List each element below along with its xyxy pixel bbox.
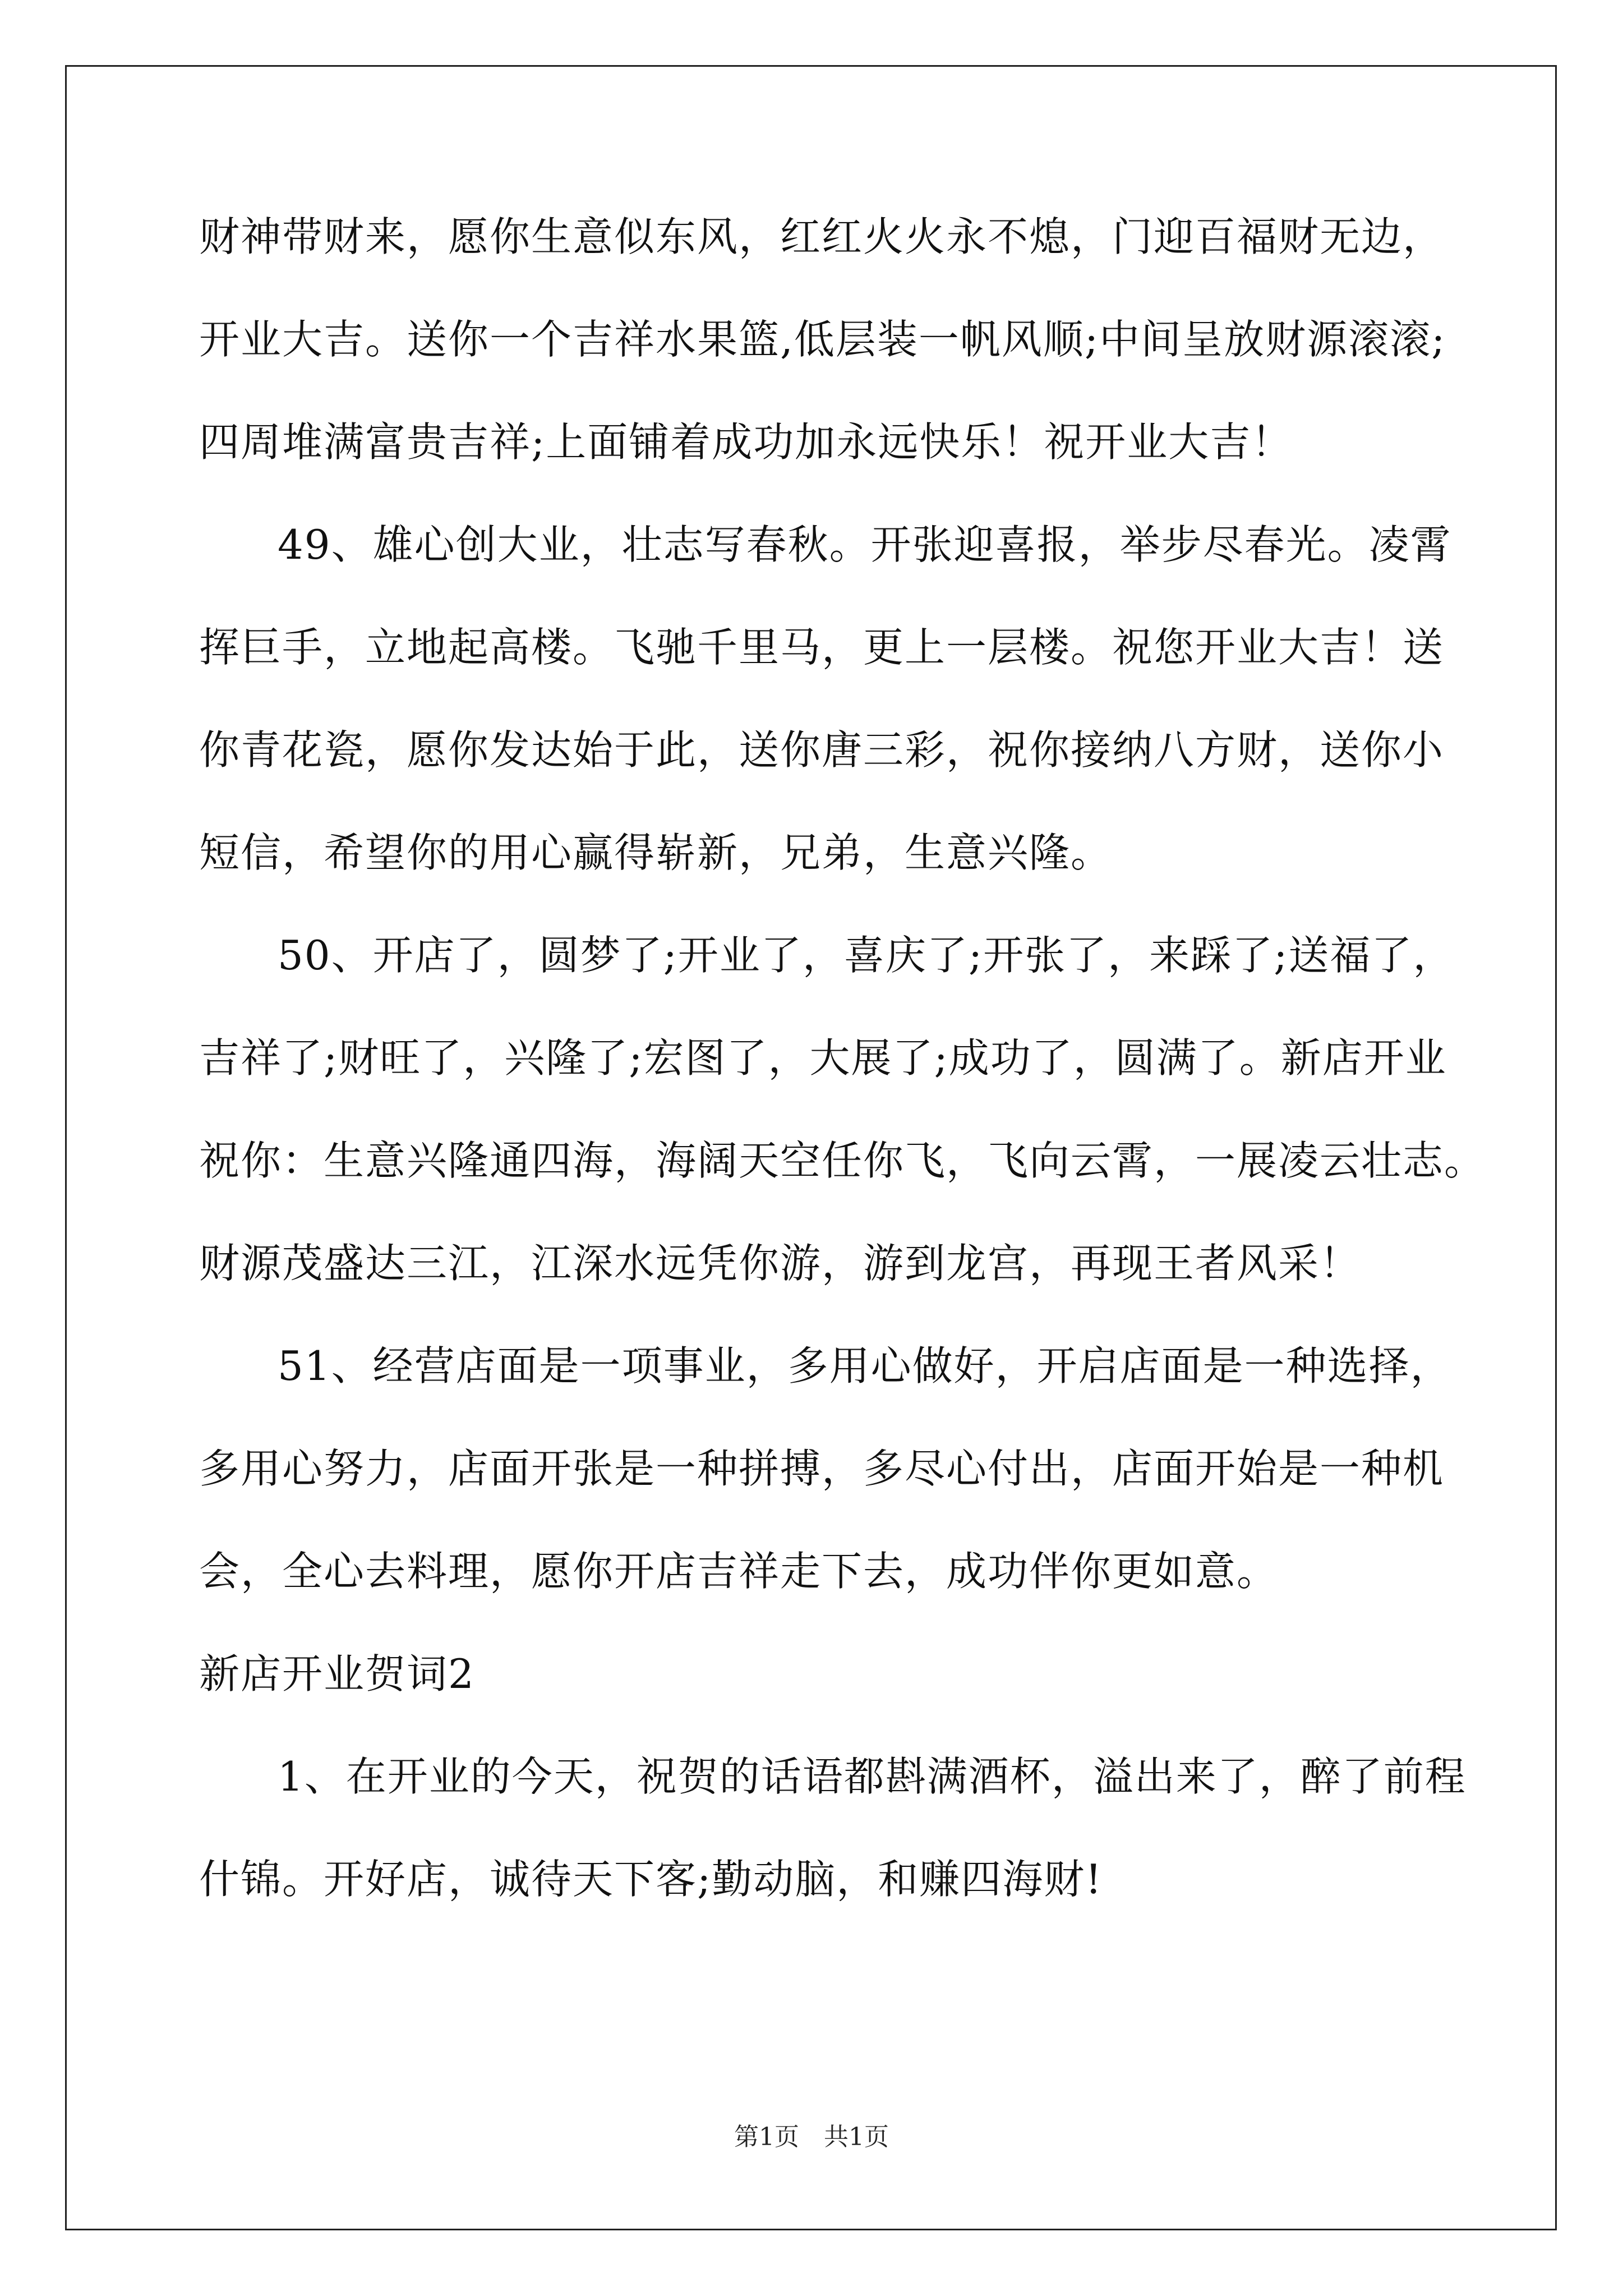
text-line: 挥巨手，立地起高楼。飞驰千里马，更上一层楼。祝您开业大吉！送 [199,624,1445,671]
text-line: 财神带财来，愿你生意似东风，红红火火永不熄，门迎百福财无边， [199,213,1445,260]
text-line: 多用心努力，店面开张是一种拼搏，多尽心付出，店面开始是一种机 [199,1445,1445,1492]
section-heading: 新店开业贺词2 [199,1650,475,1697]
text-line: 吉祥了;财旺了，兴隆了;宏图了，大展了;成功了，圆满了。新店开业 [199,1034,1447,1082]
text-line: 你青花瓷，愿你发达始于此，送你唐三彩，祝你接纳八方财，送你小 [199,726,1445,774]
paragraph-1-start: 1、在开业的今天，祝贺的话语都斟满酒杯，溢出来了，醉了前程 [278,1753,1467,1800]
text-line: 什锦。开好店，诚待天下客;勤动脑，和赚四海财! [199,1856,1103,1903]
text-line: 短信，希望你的用心赢得崭新，兄弟，生意兴隆。 [199,829,1113,876]
paragraph-50-start: 50、开店了，圆梦了;开业了，喜庆了;开张了，来踩了;送福了， [278,932,1455,979]
text-line: 祝你：生意兴隆通四海，海阔天空任你飞，飞向云霄，一展凌云壮志。 [199,1137,1486,1184]
page-number-footer: 第1页 共1页 [734,2123,889,2151]
text-line: 财源茂盛达三江，江深水远凭你游，游到龙宫，再现王者风采！ [199,1240,1362,1287]
text-line: 会，全心去料理，愿你开店吉祥走下去，成功伴你更如意。 [199,1548,1279,1595]
paragraph-51-start: 51、经营店面是一项事业，多用心做好，开启店面是一种选择， [278,1342,1452,1389]
text-line: 四周堆满富贵吉祥;上面铺着成功加永远快乐！祝开业大吉！ [199,418,1293,466]
text-line: 开业大吉。送你一个吉祥水果篮,低层装一帆风顺;中间呈放财源滚滚; [199,316,1446,363]
paragraph-49-start: 49、雄心创大业，壮志写春秋。开张迎喜报，举步尽春光。凌霄 [278,521,1452,568]
